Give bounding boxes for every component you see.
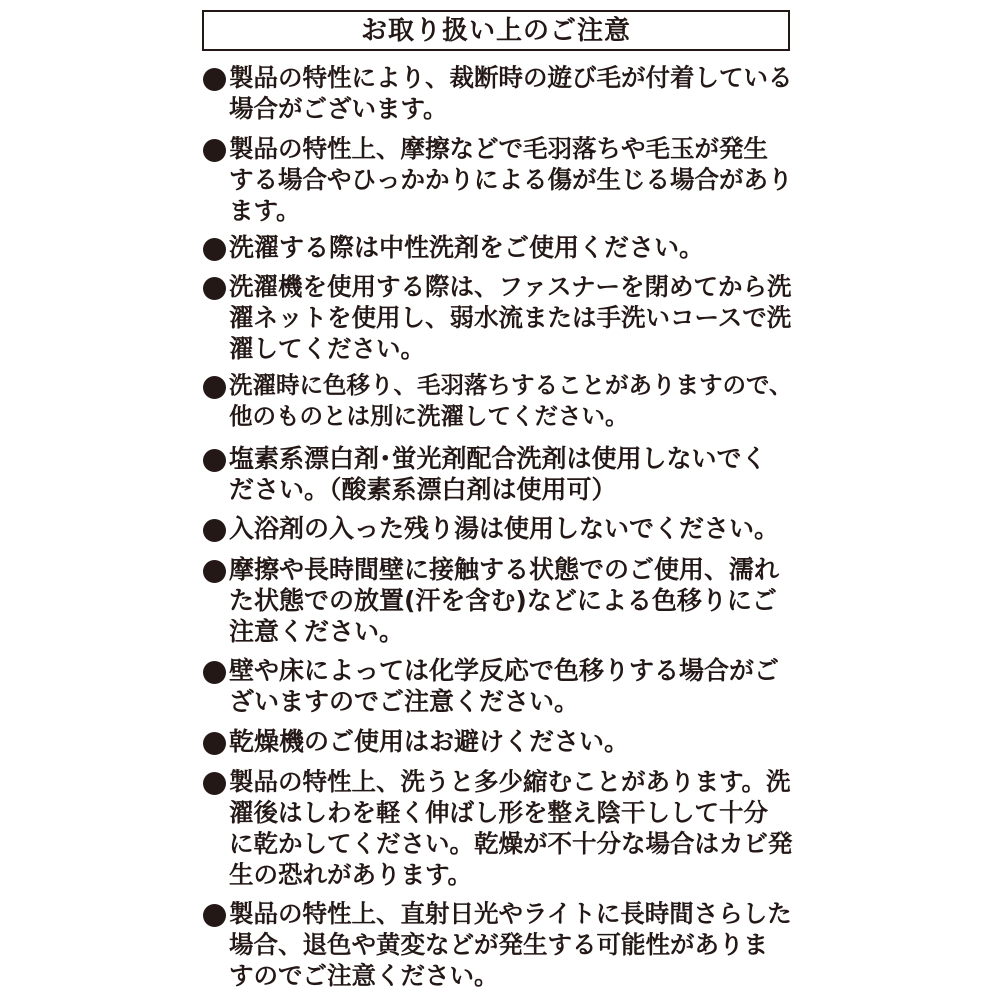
list-item (203, 766, 803, 890)
list-item (203, 271, 803, 364)
bullet-icon (203, 376, 226, 399)
bullet-icon (203, 732, 226, 755)
list-item (203, 62, 803, 124)
bullet-icon (203, 277, 226, 300)
list-item (203, 655, 803, 717)
note-text: 乾燥機のご使用はお避けください。 (229, 727, 630, 756)
note-text: 入浴剤の入った残り湯は使用しないでください。 (229, 514, 780, 543)
note-text: 製品の特性上、洗うと多少縮むことがあります。洗 濯後はしわを軽く伸ばし形を整え陰干しして十分 に乾かしてください。乾燥が不十分な場合はカビ発 生の恐れがあります。 (229, 767, 793, 889)
bullet-icon (203, 560, 226, 583)
note-text: 摩擦や長時間壁に接触する状態でのご使用、濡れ た状態での放置(汗を含む)などによる色移りにご 注意ください。 (229, 555, 780, 646)
note-text: 壁や床によっては化学反応で色移りする場合がご ざいますのでご注意ください。 (229, 656, 780, 716)
bullet-icon (203, 904, 226, 927)
bullet-icon (203, 238, 226, 261)
bullet-icon (203, 139, 226, 162)
note-text: 洗濯時に色移り、毛羽落ちすることがありますので、 他のものとは別に洗濯してください。 (229, 371, 793, 430)
page-title: お取り扱い上のご注意 (360, 15, 631, 46)
bullet-icon (203, 772, 226, 795)
caution-list (203, 0, 803, 1000)
bullet-icon (203, 519, 226, 542)
bullet-icon (203, 449, 226, 472)
note-text: 洗濯する際は中性洗剤をご使用ください。 (229, 233, 705, 262)
list-item (203, 232, 803, 263)
note-text: 洗濯機を使用する際は、ファスナーを閉めてから洗 濯ネットを使用し、弱水流または手洗いコースで洗 濯してください。 (229, 272, 792, 363)
note-text: 製品の特性上、摩擦などで毛羽落ちや毛玉が発生 する場合やひっかかりによる傷が生じる場合があり ます。 (229, 134, 793, 225)
list-item (203, 898, 803, 991)
list-item (203, 554, 803, 647)
note-text: 製品の特性により、裁断時の遊び毛が付着している 場合がございます。 (229, 63, 793, 123)
bullet-icon (203, 68, 226, 91)
note-text: 塩素系漂白剤･蛍光剤配合洗剤は使用しないでく ださい。（酸素系漂白剤は使用可） (229, 444, 767, 504)
list-item (203, 370, 803, 432)
note-text: 製品の特性上、直射日光やライトに長時間さらした 場合、退色や黄変などが発生する可能性がありま すのでご注意ください。 (229, 899, 792, 990)
list-item (203, 443, 803, 505)
bullet-icon (203, 661, 226, 684)
list-item (203, 133, 803, 226)
list-item (203, 726, 803, 757)
list-item (203, 513, 803, 544)
